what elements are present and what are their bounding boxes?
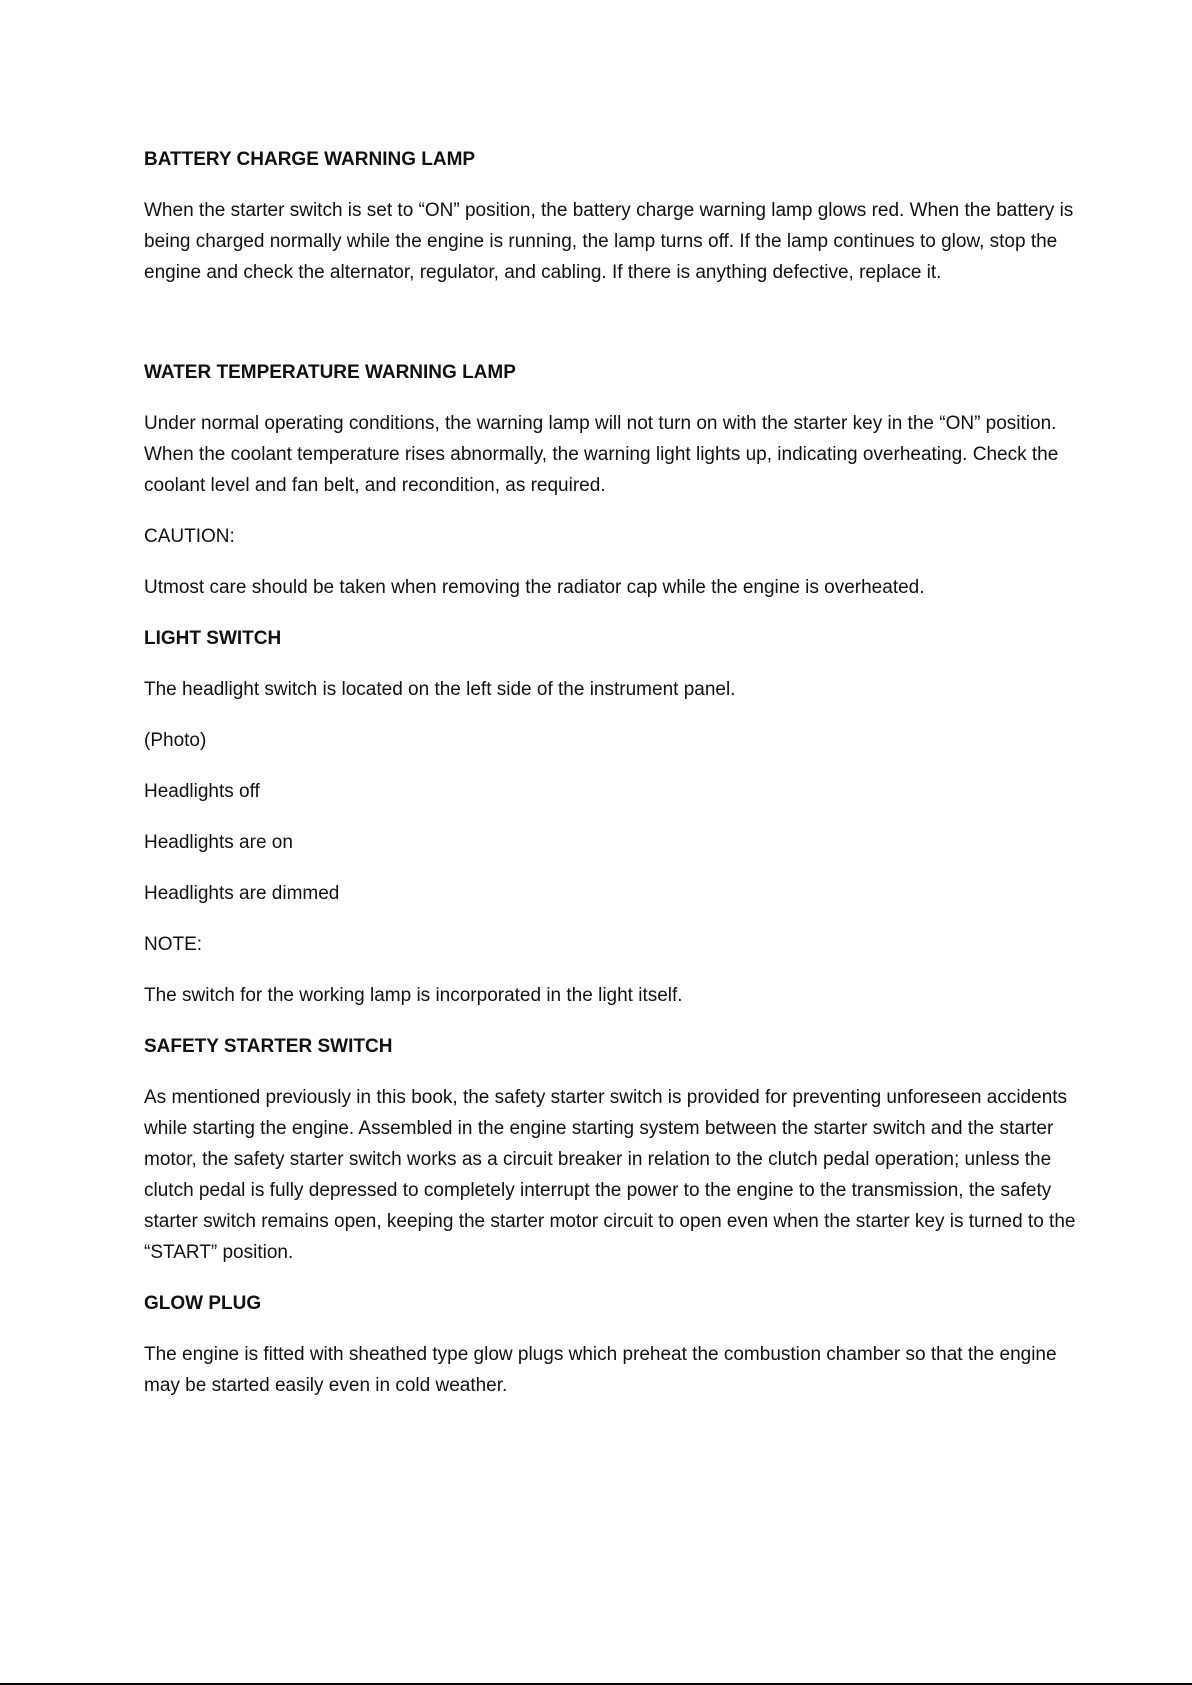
caution-label: CAUTION: [144, 526, 235, 547]
note-text: The switch for the working lamp is incorporated in the light itself. [144, 985, 683, 1006]
section-heading-battery: BATTERY CHARGE WARNING LAMP [144, 149, 476, 170]
section-heading-glow-plug: GLOW PLUG [144, 1293, 262, 1314]
list-item-headlight-state: Headlights are dimmed [144, 883, 340, 904]
section-heading-water-temperature: WATER TEMPERATURE WARNING LAMP [144, 362, 516, 383]
section-body-battery: When the starter switch is set to “ON” position, the battery charge warning lamp glows red. When the battery is being charged normally while the engine is running, the lamp turns off. If the lamp continues to glow, stop the engine and check the alternator, regulator, and cabling. If there is anything defective, replace it. [144, 200, 1074, 283]
list-item-headlight-state: Headlights off [144, 781, 260, 802]
document-content [144, 144, 1084, 1421]
photo-placeholder: (Photo) [144, 730, 207, 751]
section-heading-light-switch: LIGHT SWITCH [144, 628, 282, 649]
section-spacer [144, 308, 1084, 357]
section-body-safety-starter: As mentioned previously in this book, the safety starter switch is provided for preventing unforeseen accidents while starting the engine. Assembled in the engine starting system between the starter switch and the starter motor, the safety starter switch works as a circuit breaker in relation to the clutch pedal operation; unless the clutch pedal is fully depressed to completely interrupt the power to the engine to the transmission, the safety starter switch remains open, keeping the starter motor circuit to open even when the starter key is turned to the “START” position. [144, 1087, 1076, 1263]
section-body-glow-plug: The engine is fitted with sheathed type glow plugs which preheat the combustion chamber so that the engine may be started easily even in cold weather. [144, 1344, 1057, 1396]
caution-text: Utmost care should be taken when removing the radiator cap while the engine is overheated. [144, 577, 925, 598]
section-body-water-temperature: Under normal operating conditions, the warning lamp will not turn on with the starter key in the “ON” position. When the coolant temperature rises abnormally, the warning light lights up, indicating overheating. Check the coolant level and fan belt, and recondition, as required. [144, 413, 1059, 496]
note-label: NOTE: [144, 934, 203, 955]
section-heading-safety-starter: SAFETY STARTER SWITCH [144, 1036, 393, 1057]
section-body-light-switch: The headlight switch is located on the left side of the instrument panel. [144, 679, 736, 700]
list-item-headlight-state: Headlights are on [144, 832, 293, 853]
